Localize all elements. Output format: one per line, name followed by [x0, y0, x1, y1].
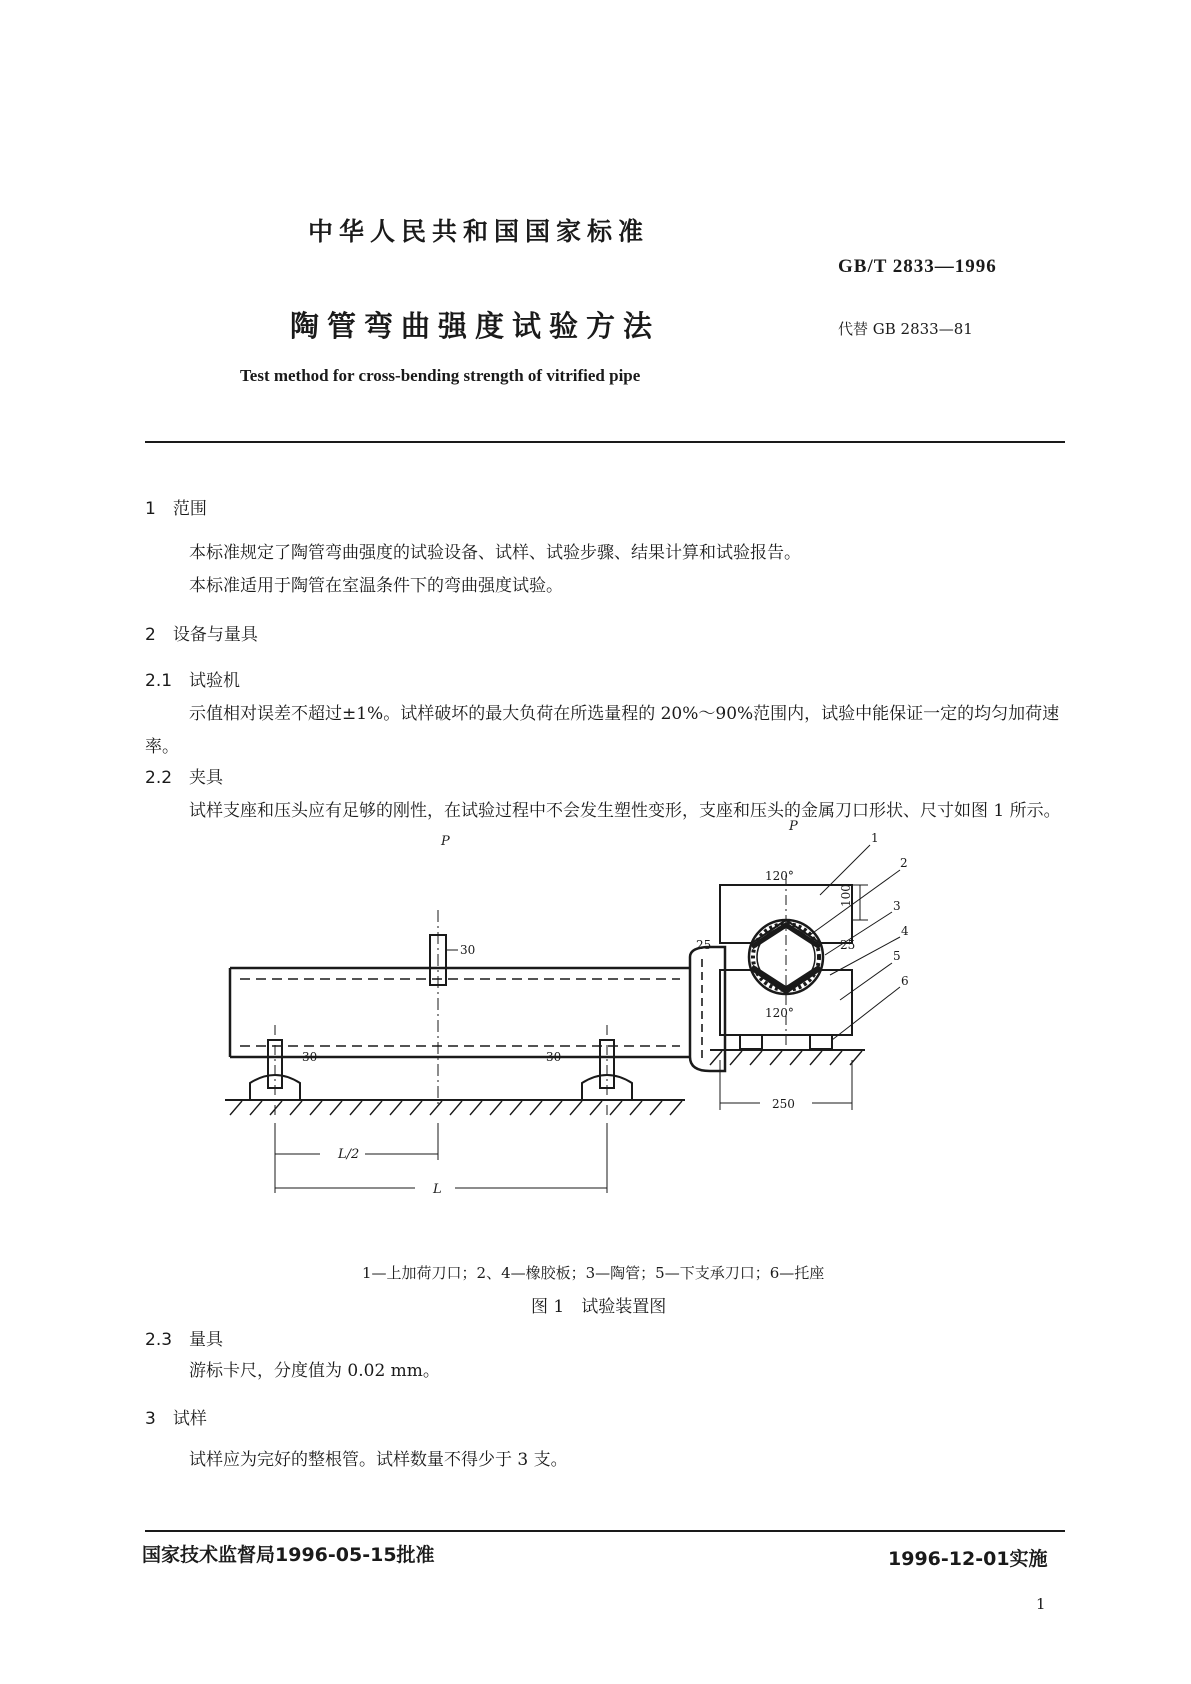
dim-30-right: 30: [546, 1050, 562, 1064]
section-2-2-para: 试样支座和压头应有足够的刚性，在试验过程中不会发生塑性变形，支座和压头的金属刀口形状、尺寸如图 1 所示。: [189, 801, 1061, 821]
replaces-note: 代替 GB 2833—81: [838, 320, 973, 338]
section-2-2-heading: 2.2 夹具: [145, 768, 224, 788]
dim-25-right: 25: [840, 938, 856, 952]
figure-caption: 图 1 试验装置图: [531, 1297, 667, 1317]
callout-3: 3: [893, 899, 901, 913]
section-1-para-2: 本标准适用于陶管在室温条件下的弯曲强度试验。: [189, 576, 563, 596]
test-apparatus-figure: [220, 819, 910, 1230]
section-3-heading: 3 试样: [145, 1409, 207, 1429]
left-support: [250, 1025, 300, 1115]
effective-date: 1996-12-01实施: [888, 1548, 1048, 1570]
dim-30-left: 30: [302, 1050, 318, 1064]
angle-top: 120°: [765, 869, 794, 883]
right-support: [582, 1025, 632, 1115]
section-2-1-heading: 2.1 试验机: [145, 671, 241, 691]
section-3-para: 试样应为完好的整根管。试样数量不得少于 3 支。: [189, 1450, 568, 1470]
section-2-3-heading: 2.3 量具: [145, 1330, 224, 1350]
dim-half-span: L/2: [338, 1147, 360, 1162]
angle-bottom: 120°: [765, 1006, 794, 1020]
load-p-right: P: [789, 819, 798, 834]
callout-1: 1: [871, 831, 879, 845]
approval-date: 国家技术监督局1996-05-15批准: [142, 1544, 435, 1566]
section-1-para-1: 本标准规定了陶管弯曲强度的试验设备、试样、试验步骤、结果计算和试验报告。: [189, 543, 801, 563]
dim-25-left: 25: [696, 938, 712, 952]
section-1-heading: 1 范围: [145, 499, 207, 519]
footer-rule: [145, 1530, 1065, 1532]
standard-org: 中华人民共和国国家标准: [308, 217, 650, 246]
dim-100: 100: [839, 884, 853, 907]
ground-hatch-left: [225, 1100, 685, 1115]
load-p-left: P: [441, 834, 450, 849]
dim-30-top: 30: [460, 943, 476, 957]
top-load-head: [430, 910, 458, 1105]
page-number: 1: [1036, 1595, 1046, 1613]
callout-6: 6: [901, 974, 909, 988]
figure-legend: 1—上加荷刀口；2、4—橡胶板；3—陶管；5—下支承刀口；6—托座: [362, 1264, 825, 1282]
callout-4: 4: [901, 924, 909, 938]
english-title: Test method for cross-bending strength of vitrified pipe: [240, 366, 641, 385]
section-2-heading: 2 设备与量具: [145, 625, 258, 645]
header-rule: [145, 441, 1065, 443]
standard-code: GB/T 2833—1996: [838, 256, 997, 277]
pipe-cross-section: [710, 845, 900, 1110]
section-2-1-para: 示值相对误差不超过±1%。试样破坏的最大负荷在所选量程的 20%～90%范围内，试验中能保证一定的均匀加荷速率。: [145, 704, 1060, 757]
callout-5: 5: [893, 949, 901, 963]
callout-2: 2: [900, 856, 908, 870]
section-2-3-para: 游标卡尺，分度值为 0.02 mm。: [189, 1361, 440, 1381]
dim-250: 250: [772, 1097, 795, 1111]
document-title: 陶管弯曲强度试验方法: [290, 309, 661, 343]
dim-span: L: [433, 1182, 442, 1197]
